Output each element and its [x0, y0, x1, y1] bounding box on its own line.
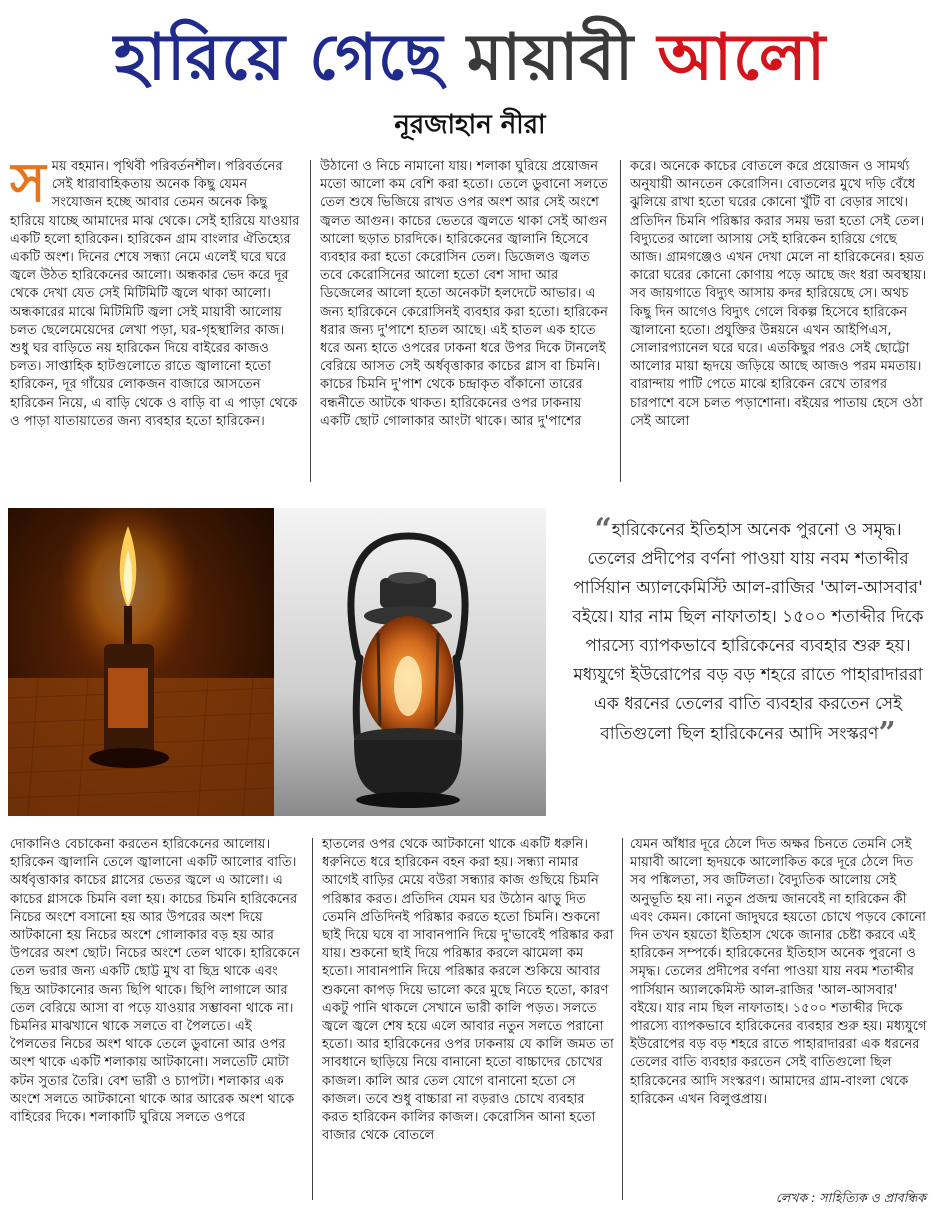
column-bottom-right [630, 836, 930, 1188]
pull-quote [568, 512, 928, 751]
column-text: করে। অনেকে কাচের বোতলে করে প্রয়োজন ও সামর্থ্য অনুযায়ী আনতেন কেরোসিন। বোতলের মুখে দড়ি বেঁধে ঝুলিয়ে রাখা হতো ঘরের কোনো খুঁটি বা বেড়ার সাথে। প্রতিদিন চিমনি পরিষ্কার করার সময় ভরা হতো সেই তেল। বিদ্যুতের আলো আসায় সেই হারিকেন হারিয়ে গেছে আজ। গ্রামগঞ্জেও এখন দেখা মেলে না হারিকেনের। হয়ত কারো ঘরের কোনো কোণায় পড়ে আছে জং ধরা অবস্থায়। সব জায়গাতে বিদ্যুৎ আসায় কদর হারিয়েছে সে। অথচ কিছু দিন আগেও বিদ্যুৎ গেলে বিকল্প হিসেবে হারিকেন জ্বালানো হতো। প্রযুক্তির উন্নয়নে এখন আইপিএস, সোলারপ্যানেল ঘরে ঘরে। এতকিছুর পরও সেই ছোট্টো আলোর মায়া হৃদয়ে জড়িয়ে আছে আজও পরম মমতায়। বারান্দায় পাটি পেতে মাঝে হারিকেন রেখে তারপর চারপাশে বসে চলত পড়াশোনা। বইয়ের পাতায় হেসে ওঠা সেই আলো [630, 159, 927, 429]
hurricane-lamp-photo [8, 508, 546, 816]
drop-cap: স [10, 158, 46, 214]
author-byline: লেখক : সাহিত্যিক ও প্রাবন্ধিক [775, 1190, 926, 1205]
title-part-3: আলো [657, 20, 827, 95]
column-top-right [630, 158, 930, 488]
title-part-1: হারিয়ে গেছে [113, 20, 444, 95]
column-text: উঠানো ও নিচে নামানো যায়। শলাকা ঘুরিয়ে প্রয়োজন মতো আলো কম বেশি করা হতো। তেলে ডুবানো সলতে তেল শুষে ভিজিয়ে রাখত ওপর অংশ আর সেই অংশে জ্বলত আগুন। কাচের ভেতরে জ্বলতে থাকা সেই আগুন আলো ছড়াত চারদিকে। হারিকেনের জ্বালানি হিসেবে ব্যবহার করা হতো কেরোসিন তেল। ডিজেলও জ্বলত তবে কেরোসিনের আলো হতো বেশ সাদা আর ডিজেলের আলো হতো অনেকটা হলদেটে আভার। এ জন্য হারিকেনে কেরোসিনই ব্যবহার করা হতো। হারিকেন ধরার জন্য দু'পাশে হাতল আছে। এই হাতল এক হাতে ধরে অন্য হাতে ওপরের ঢাকনা ধরে উপর দিকে টানলেই বেরিয়ে আসত সেই অর্ধবৃত্তাকার কাচের গ্লাস বা চিমনি। কাচের চিমনি দু'পাশ থেকে চন্দ্রাকৃত বাঁকানো তারের বন্ধনীতে আটকে থাকত। হারিকেনের ওপর ঢাকনায় একটি ছোট গোলাকার আংটা থাকে। আর দু'পাশের [320, 159, 608, 429]
pull-quote-text: হারিকেনের ইতিহাস অনেক পুরনো ও সমৃদ্ধ। তেলের প্রদীপের বর্ণনা পাওয়া যায় নবম শতাব্দীর পার্সিয়ান অ্যালকেমিস্টি আল-রাজির 'আল-আসবার' বইয়ে। যার নাম ছিল নাফাতাহ। ১৫০০ শতাব্দীর দিকে পারস্যে ব্যাপকভাবে হারিকেনের ব্যবহার শুরু হয়। মধ্যযুগে ইউরোপের বড় বড় শহরে রাতে পাহারাদাররা এক ধরনের তেলের বাতি ব্যবহার করতেন সেই বাতিগুলো ছিল হারিকেনের আদি সংস্করণ [572, 520, 924, 744]
column-text: দোকানিও বেচাকেনা করতেন হারিকেনের আলোয়। হারিকেন জ্বালানি তেলে জ্বালানো একটি আলোর বাতি। অর্ধবৃত্তাকার কাচের গ্লাসের ভেতর জ্বলে এ আলো। এ কাচের গ্লাসকে চিমনি বলা হয়। কাচের চিমনি হারিকেনের নিচের অংশে বসানো হয় আর উপরের অংশ দিয়ে আটকানো হয় নিচের অংশে গোলাকার বড় হয় আর উপরের অংশ ছোট। নিচের অংশে তেল থাকে। হারিকেনে তেল ভরার জন্য একটি ছোট্ট মুখ বা ছিদ্র থাকে এবং ছিদ্র আটকানোর জন্য ছিপি থাকে। ছিপি লাগালে আর তেল বেরিয়ে আসা বা পড়ে যাওয়ার সম্ভাবনা থাকে না। চিমনির মাঝখানে থাকে সলতে বা পৈলতে। এই পৈলতের নিচের অংশ থাকে তেলে ডুবানো আর ওপর অংশ থাকে একটি শলাকায় আটকানো। সলতেটি মোটা কটন সুতার তৈরি। বেশ ভারী ও চ্যাপটা। শলাকার এক অংশে সলতে আটকানো থাকে আর আরেক অংশ থাকে বাহিরের দিকে। শলাকাটি ঘুরিয়ে সলতে ওপরে [10, 837, 301, 1126]
lamp-illustration [8, 508, 546, 816]
column-top-left [10, 158, 300, 488]
open-quote-icon: “ [594, 512, 612, 547]
column-divider [312, 838, 313, 1200]
column-divider [620, 160, 621, 482]
column-text: ময় বহমান। পৃথিবী পরিবর্তনশীল। পরিবর্তনের সেই ধারাবাহিকতায় অনেক কিছু যেমন সংযোজন হচ্ছে আবার তেমন অনেক কিছু হারিয়ে যাচ্ছে আমাদের মাঝ থেকে। সেই হারিয়ে যাওয়ার একটি হলো হারিকেন। হারিকেন গ্রাম বাংলার ঐতিহ্যের একটি অংশ। দিনের শেষে সন্ধ্যা নেমে এলেই ঘরে ঘরে জ্বলে উঠত হারিকেনের আলো। অন্ধকার ভেদ করে দূর থেকে দেখা যেত সেই মিটিমিটি জ্বলে থাকা আলো। অন্ধকারের মাঝে মিটিমিটি জ্বলা সেই মায়াবী আলোয় চলত ছেলেমেয়েদের লেখা পড়া, ঘর-গৃহস্থালির কাজ। শুধু ঘর বাড়িতে নয় হারিকেন দিয়ে বাইরের কাজও চলত। সাপ্তাহিক হাটগুলোতে রাতে জ্বালানো হতো হারিকেন, দূর গাঁয়ের লোকজন বাজারে আসতেন হারিকেন নিয়ে, এ বাড়ি থেকে ও বাড়ি বা এ পাড়া থেকে ও পাড়া যাতায়াতের জন্য ব্যবহার হতো হারিকেন। [10, 159, 300, 429]
column-top-middle [320, 158, 612, 488]
column-divider [622, 838, 623, 1200]
author-name: নূরজাহান নীরা [394, 110, 546, 140]
column-bottom-left [10, 836, 302, 1204]
article-title [0, 18, 940, 98]
title-part-2: মায়াবী [466, 20, 635, 95]
column-text: হাতলের ওপর থেকে আটকানো থাকে একটি ধরুনি। ধরুনিতে ধরে হারিকেন বহন করা হয়। সন্ধ্যা নামার আগেই বাড়ির মেয়ে বউরা সন্ধ্যার কাজ গুছিয়ে চিমনি পরিষ্কার করত। প্রতিদিন যেমন ঘর উঠোন ঝাড়ু দিত তেমনি প্রতিদিনই পরিষ্কার করতে হতো চিমনি। শুকনো ছাই দিয়ে ঘষে বা সাবানপানি দিয়ে দু'ভাবেই পরিষ্কার করা যায়। শুকনো ছাই দিয়ে পরিষ্কার করলে ঝামেলা কম হতো। সাবানপানি দিয়ে পরিষ্কার করলে শুকিয়ে আবার শুকনো কাপড় দিয়ে ভালো করে মুছে নিতে হতো, কারণ একটু পানি থাকলে সেখানে ভারী কালি পড়ত। সলতে জ্বলে জ্বলে শেষ হয়ে এলে আবার নতুন সলতে পরানো হতো। আর হারিকেনের ওপর ঢাকনায় যে কালি জমত তা সাবধানে ছাড়িয়ে নিয়ে বানানো হতো বাচ্চাদের চোখের কাজল। কালি আর তেল যোগে বানানো হতো সে কাজল। তবে শুধু বাচ্চারা না বড়রাও চোখে ব্যবহার করত হারিকেন কালির কাজল। কেরোসিন আনা হতো বাজার থেকে বোতলে [322, 837, 614, 1144]
column-text: যেমন আঁধার দূরে ঠেলে দিত অক্ষর চিনতে তেমনি সেই মায়াবী আলো হৃদয়কে আলোকিত করে দূরে ঠেলে দিত সব পঙ্কিলতা, সব জটিলতা। বৈদ্যুতিক আলোয় সেই অনুভূতি হয় না। নতুন প্রজন্ম জানবেই না হারিকেন কী এবং কেমন। কোনো জাদুঘরে হয়তো চোখে পড়বে কোনো দিন তখন হয়তো ইতিহাস থেকে জানার চেষ্টা করবে এই হারিকেন সম্পর্কে। হারিকেনের ইতিহাস অনেক পুরনো ও সমৃদ্ধ। তেলের প্রদীপের বর্ণনা পাওয়া যায় নবম শতাব্দীর পার্সিয়ান অ্যালকেমিস্ট আল-রাজির 'আল-আসবার' বইয়ে। যার নাম ছিল নাফাতাহ। ১৫০০ শতাব্দীর দিকে পারস্যে ব্যাপকভাবে হারিকেনের ব্যবহার শুরু হয়। মধ্যযুগে ইউরোপের বড় বড় শহরে রাতে পাহারাদাররা এক ধরনের তেলের বাতি ব্যবহার করতেন সেই বাতিগুলো ছিল হারিকেনের আদি সংস্করণ। আমাদের গ্রাম-বাংলা থেকে হারিকেন এখন বিলুপ্তপ্রায়। [630, 837, 927, 1107]
column-bottom-middle [322, 836, 614, 1204]
close-quote-icon: ” [878, 716, 896, 751]
column-divider [310, 160, 311, 482]
